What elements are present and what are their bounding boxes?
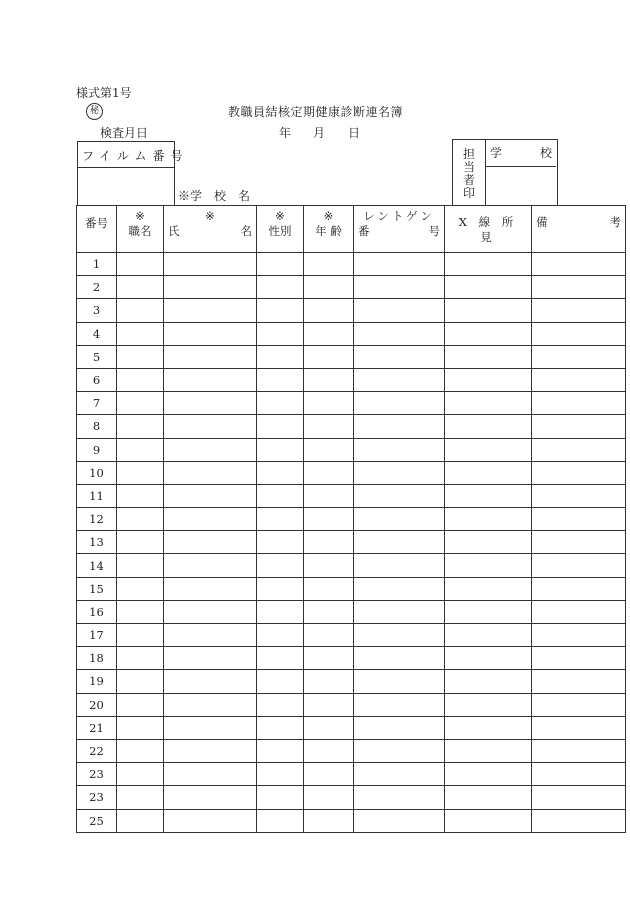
school-column-right: 校: [539, 146, 552, 160]
row-number: 4: [77, 322, 117, 345]
age-cell[interactable]: [304, 739, 354, 762]
col-sex-header: [257, 206, 304, 253]
name-cell[interactable]: [164, 345, 257, 368]
name-cell[interactable]: [164, 554, 257, 577]
xray-finding-cell[interactable]: [445, 693, 532, 716]
job-cell[interactable]: [117, 716, 164, 739]
name-cell[interactable]: [164, 716, 257, 739]
document-title: 教職員結核定期健康診断連名簿: [228, 105, 404, 119]
roster-table: [76, 205, 626, 833]
age-cell[interactable]: [304, 716, 354, 739]
col-age-mark: ※: [323, 209, 334, 223]
age-cell[interactable]: [304, 461, 354, 484]
sex-cell[interactable]: [257, 739, 304, 762]
note-cell[interactable]: [532, 322, 626, 345]
row-number: 8: [77, 415, 117, 438]
table-row: [77, 809, 626, 832]
note-cell[interactable]: [532, 392, 626, 415]
name-cell[interactable]: [164, 531, 257, 554]
col-age-label: 年 齢: [315, 224, 342, 238]
stamp-label: 担当者印: [462, 147, 475, 200]
table-row: [77, 368, 626, 391]
age-cell[interactable]: [304, 484, 354, 507]
col-finding-header: X 線 所 見: [445, 206, 532, 253]
xray-number-cell[interactable]: [354, 415, 445, 438]
sex-cell[interactable]: [257, 415, 304, 438]
col-name-right: 名: [240, 224, 252, 238]
name-cell[interactable]: [164, 276, 257, 299]
age-cell[interactable]: [304, 508, 354, 531]
xray-finding-cell[interactable]: [445, 786, 532, 809]
xray-number-cell[interactable]: [354, 693, 445, 716]
note-cell[interactable]: [532, 809, 626, 832]
job-cell[interactable]: [117, 368, 164, 391]
job-cell[interactable]: [117, 253, 164, 276]
name-cell[interactable]: [164, 670, 257, 693]
job-cell[interactable]: [117, 345, 164, 368]
table-row: [77, 693, 626, 716]
sex-cell[interactable]: [257, 345, 304, 368]
film-number-value-cell[interactable]: [77, 167, 175, 206]
note-cell[interactable]: [532, 763, 626, 786]
job-cell[interactable]: [117, 670, 164, 693]
xray-number-cell[interactable]: [354, 624, 445, 647]
xray-finding-cell[interactable]: [445, 739, 532, 762]
col-xray-top: レントゲン: [363, 209, 435, 223]
job-cell[interactable]: [117, 484, 164, 507]
xray-number-cell[interactable]: [354, 531, 445, 554]
note-cell[interactable]: [532, 508, 626, 531]
sex-cell[interactable]: [257, 508, 304, 531]
xray-finding-cell[interactable]: [445, 253, 532, 276]
xray-finding-cell[interactable]: [445, 299, 532, 322]
sex-cell[interactable]: [257, 693, 304, 716]
row-number: 21: [77, 716, 117, 739]
sex-cell[interactable]: [257, 531, 304, 554]
table-row: [77, 670, 626, 693]
col-note-left: 備: [536, 215, 548, 229]
table-row: [77, 322, 626, 345]
note-cell[interactable]: [532, 368, 626, 391]
sex-cell[interactable]: [257, 624, 304, 647]
job-cell[interactable]: [117, 739, 164, 762]
table-row: [77, 531, 626, 554]
note-cell[interactable]: [532, 415, 626, 438]
school-stamp-divider: [485, 166, 556, 167]
row-number: 12: [77, 508, 117, 531]
col-name-mark: ※: [205, 209, 215, 223]
table-row: [77, 716, 626, 739]
xray-number-cell[interactable]: [354, 809, 445, 832]
xray-finding-cell[interactable]: [445, 322, 532, 345]
col-xray-right: 号: [428, 224, 440, 238]
name-cell[interactable]: [164, 508, 257, 531]
note-cell[interactable]: [532, 299, 626, 322]
col-job-label: 職名: [128, 224, 152, 238]
job-cell[interactable]: [117, 554, 164, 577]
xray-finding-cell[interactable]: [445, 508, 532, 531]
sex-cell[interactable]: [257, 461, 304, 484]
table-row: [77, 554, 626, 577]
row-number: 20: [77, 693, 117, 716]
xray-finding-cell[interactable]: [445, 415, 532, 438]
name-cell[interactable]: [164, 786, 257, 809]
xray-finding-cell[interactable]: [445, 392, 532, 415]
sex-cell[interactable]: [257, 438, 304, 461]
form-number: 様式第1号: [76, 86, 132, 100]
table-row: [77, 763, 626, 786]
row-number: 25: [77, 809, 117, 832]
sex-cell[interactable]: [257, 763, 304, 786]
exam-date-label: 検査月日: [100, 126, 149, 140]
col-job-mark: ※: [135, 209, 145, 223]
note-cell[interactable]: [532, 670, 626, 693]
table-row: [77, 508, 626, 531]
xray-number-cell[interactable]: [354, 368, 445, 391]
sex-cell[interactable]: [257, 322, 304, 345]
name-cell[interactable]: [164, 392, 257, 415]
job-cell[interactable]: [117, 508, 164, 531]
job-cell[interactable]: [117, 322, 164, 345]
xray-finding-cell[interactable]: [445, 670, 532, 693]
xray-number-cell[interactable]: [354, 253, 445, 276]
age-cell[interactable]: [304, 438, 354, 461]
row-number: 9: [77, 438, 117, 461]
sex-cell[interactable]: [257, 554, 304, 577]
stamp-divider: [485, 139, 486, 205]
age-cell[interactable]: [304, 554, 354, 577]
xray-finding-cell[interactable]: [445, 345, 532, 368]
xray-finding-cell[interactable]: [445, 577, 532, 600]
table-row: [77, 647, 626, 670]
film-number-label: フイルム番号: [82, 149, 189, 163]
note-cell[interactable]: [532, 345, 626, 368]
sex-cell[interactable]: [257, 647, 304, 670]
xray-number-cell[interactable]: [354, 739, 445, 762]
name-cell[interactable]: [164, 322, 257, 345]
row-number: 16: [77, 600, 117, 623]
xray-number-cell[interactable]: [354, 763, 445, 786]
row-number: 6: [77, 368, 117, 391]
job-cell[interactable]: [117, 786, 164, 809]
job-cell[interactable]: [117, 577, 164, 600]
age-cell[interactable]: [304, 693, 354, 716]
col-number-header: 番号: [77, 206, 117, 253]
age-cell[interactable]: [304, 577, 354, 600]
xray-number-cell[interactable]: [354, 577, 445, 600]
age-cell[interactable]: [304, 299, 354, 322]
row-number: 13: [77, 531, 117, 554]
xray-number-cell[interactable]: [354, 438, 445, 461]
job-cell[interactable]: [117, 392, 164, 415]
name-cell[interactable]: [164, 809, 257, 832]
date-month-label: 月: [313, 126, 326, 140]
age-cell[interactable]: [304, 809, 354, 832]
table-row: [77, 739, 626, 762]
col-note-header: [532, 206, 626, 253]
name-cell[interactable]: [164, 415, 257, 438]
xray-number-cell[interactable]: [354, 508, 445, 531]
xray-finding-cell[interactable]: [445, 368, 532, 391]
table-row: [77, 461, 626, 484]
note-cell[interactable]: [532, 739, 626, 762]
xray-finding-cell[interactable]: [445, 600, 532, 623]
table-row: [77, 392, 626, 415]
row-number: 18: [77, 647, 117, 670]
xray-number-cell[interactable]: [354, 322, 445, 345]
note-cell[interactable]: [532, 624, 626, 647]
name-cell[interactable]: [164, 693, 257, 716]
age-cell[interactable]: [304, 322, 354, 345]
note-cell[interactable]: [532, 554, 626, 577]
xray-number-cell[interactable]: [354, 786, 445, 809]
note-cell[interactable]: [532, 647, 626, 670]
table-row: [77, 415, 626, 438]
xray-number-cell[interactable]: [354, 484, 445, 507]
note-cell[interactable]: [532, 438, 626, 461]
age-cell[interactable]: [304, 600, 354, 623]
row-number: 23: [77, 786, 117, 809]
table-row: [77, 600, 626, 623]
name-cell[interactable]: [164, 624, 257, 647]
sex-cell[interactable]: [257, 253, 304, 276]
note-cell[interactable]: [532, 577, 626, 600]
row-number: 23: [77, 763, 117, 786]
job-cell[interactable]: [117, 415, 164, 438]
name-cell[interactable]: [164, 763, 257, 786]
sex-cell[interactable]: [257, 276, 304, 299]
xray-finding-cell[interactable]: [445, 484, 532, 507]
table-row: [77, 253, 626, 276]
col-name-left: 氏: [168, 224, 180, 238]
col-age-header: [304, 206, 354, 253]
table-row: [77, 577, 626, 600]
xray-finding-cell[interactable]: [445, 276, 532, 299]
xray-finding-cell[interactable]: [445, 647, 532, 670]
school-column-header: [490, 144, 552, 161]
age-cell[interactable]: [304, 253, 354, 276]
name-cell[interactable]: [164, 438, 257, 461]
table-header-row: [77, 206, 626, 253]
sex-cell[interactable]: [257, 484, 304, 507]
name-cell[interactable]: [164, 299, 257, 322]
xray-finding-cell[interactable]: [445, 438, 532, 461]
note-cell[interactable]: [532, 276, 626, 299]
sex-cell[interactable]: [257, 392, 304, 415]
row-number: 15: [77, 577, 117, 600]
row-number: 2: [77, 276, 117, 299]
age-cell[interactable]: [304, 531, 354, 554]
xray-number-cell[interactable]: [354, 392, 445, 415]
xray-finding-cell[interactable]: [445, 716, 532, 739]
xray-finding-cell[interactable]: [445, 809, 532, 832]
age-cell[interactable]: [304, 276, 354, 299]
xray-number-cell[interactable]: [354, 299, 445, 322]
age-cell[interactable]: [304, 345, 354, 368]
job-cell[interactable]: [117, 647, 164, 670]
col-sex-label: 性別: [268, 224, 292, 238]
note-cell[interactable]: [532, 484, 626, 507]
xray-finding-cell[interactable]: [445, 763, 532, 786]
date-year-label: 年: [279, 126, 292, 140]
school-name-label: ※学 校 名: [178, 189, 251, 203]
xray-number-cell[interactable]: [354, 670, 445, 693]
table-row: [77, 484, 626, 507]
job-cell[interactable]: [117, 299, 164, 322]
sex-cell[interactable]: [257, 809, 304, 832]
row-number: 17: [77, 624, 117, 647]
row-number: 22: [77, 739, 117, 762]
school-column-left: 学: [490, 146, 503, 160]
job-cell[interactable]: [117, 531, 164, 554]
sex-cell[interactable]: [257, 600, 304, 623]
table-row: [77, 276, 626, 299]
row-number: 11: [77, 484, 117, 507]
xray-number-cell[interactable]: [354, 345, 445, 368]
note-cell[interactable]: [532, 716, 626, 739]
note-cell[interactable]: [532, 531, 626, 554]
name-cell[interactable]: [164, 253, 257, 276]
age-cell[interactable]: [304, 670, 354, 693]
note-cell[interactable]: [532, 693, 626, 716]
note-cell[interactable]: [532, 786, 626, 809]
job-cell[interactable]: [117, 624, 164, 647]
xray-finding-cell[interactable]: [445, 531, 532, 554]
xray-number-cell[interactable]: [354, 276, 445, 299]
sex-cell[interactable]: [257, 299, 304, 322]
name-cell[interactable]: [164, 739, 257, 762]
name-cell[interactable]: [164, 368, 257, 391]
col-name-header: [164, 206, 257, 253]
job-cell[interactable]: [117, 809, 164, 832]
table-row: [77, 624, 626, 647]
name-cell[interactable]: [164, 600, 257, 623]
sex-cell[interactable]: [257, 786, 304, 809]
name-cell[interactable]: [164, 484, 257, 507]
name-cell[interactable]: [164, 647, 257, 670]
name-cell[interactable]: [164, 461, 257, 484]
col-sex-mark: ※: [275, 209, 285, 223]
note-cell[interactable]: [532, 461, 626, 484]
xray-finding-cell[interactable]: [445, 461, 532, 484]
col-xray-header: [354, 206, 445, 253]
job-cell[interactable]: [117, 276, 164, 299]
row-number: 5: [77, 345, 117, 368]
confidential-stamp-icon: 秘: [86, 103, 103, 120]
xray-number-cell[interactable]: [354, 600, 445, 623]
row-number: 14: [77, 554, 117, 577]
row-number: 1: [77, 253, 117, 276]
age-cell[interactable]: [304, 763, 354, 786]
date-day-label: 日: [348, 126, 361, 140]
table-row: [77, 345, 626, 368]
note-cell[interactable]: [532, 600, 626, 623]
xray-finding-cell[interactable]: [445, 554, 532, 577]
age-cell[interactable]: [304, 647, 354, 670]
sex-cell[interactable]: [257, 716, 304, 739]
table-row: [77, 299, 626, 322]
sex-cell[interactable]: [257, 577, 304, 600]
row-number: 7: [77, 392, 117, 415]
name-cell[interactable]: [164, 577, 257, 600]
age-cell[interactable]: [304, 392, 354, 415]
age-cell[interactable]: [304, 368, 354, 391]
xray-number-cell[interactable]: [354, 716, 445, 739]
col-xray-left: 番: [358, 224, 370, 238]
job-cell[interactable]: [117, 438, 164, 461]
xray-finding-cell[interactable]: [445, 624, 532, 647]
sex-cell[interactable]: [257, 368, 304, 391]
table-row: [77, 438, 626, 461]
job-cell[interactable]: [117, 461, 164, 484]
job-cell[interactable]: [117, 763, 164, 786]
note-cell[interactable]: [532, 253, 626, 276]
job-cell[interactable]: [117, 600, 164, 623]
row-number: 10: [77, 461, 117, 484]
job-cell[interactable]: [117, 693, 164, 716]
table-row: [77, 786, 626, 809]
age-cell[interactable]: [304, 624, 354, 647]
row-number: 3: [77, 299, 117, 322]
row-number: 19: [77, 670, 117, 693]
xray-number-cell[interactable]: [354, 554, 445, 577]
col-job-header: [117, 206, 164, 253]
xray-number-cell[interactable]: [354, 461, 445, 484]
age-cell[interactable]: [304, 415, 354, 438]
sex-cell[interactable]: [257, 670, 304, 693]
age-cell[interactable]: [304, 786, 354, 809]
xray-number-cell[interactable]: [354, 647, 445, 670]
col-note-right: 考: [609, 215, 621, 229]
